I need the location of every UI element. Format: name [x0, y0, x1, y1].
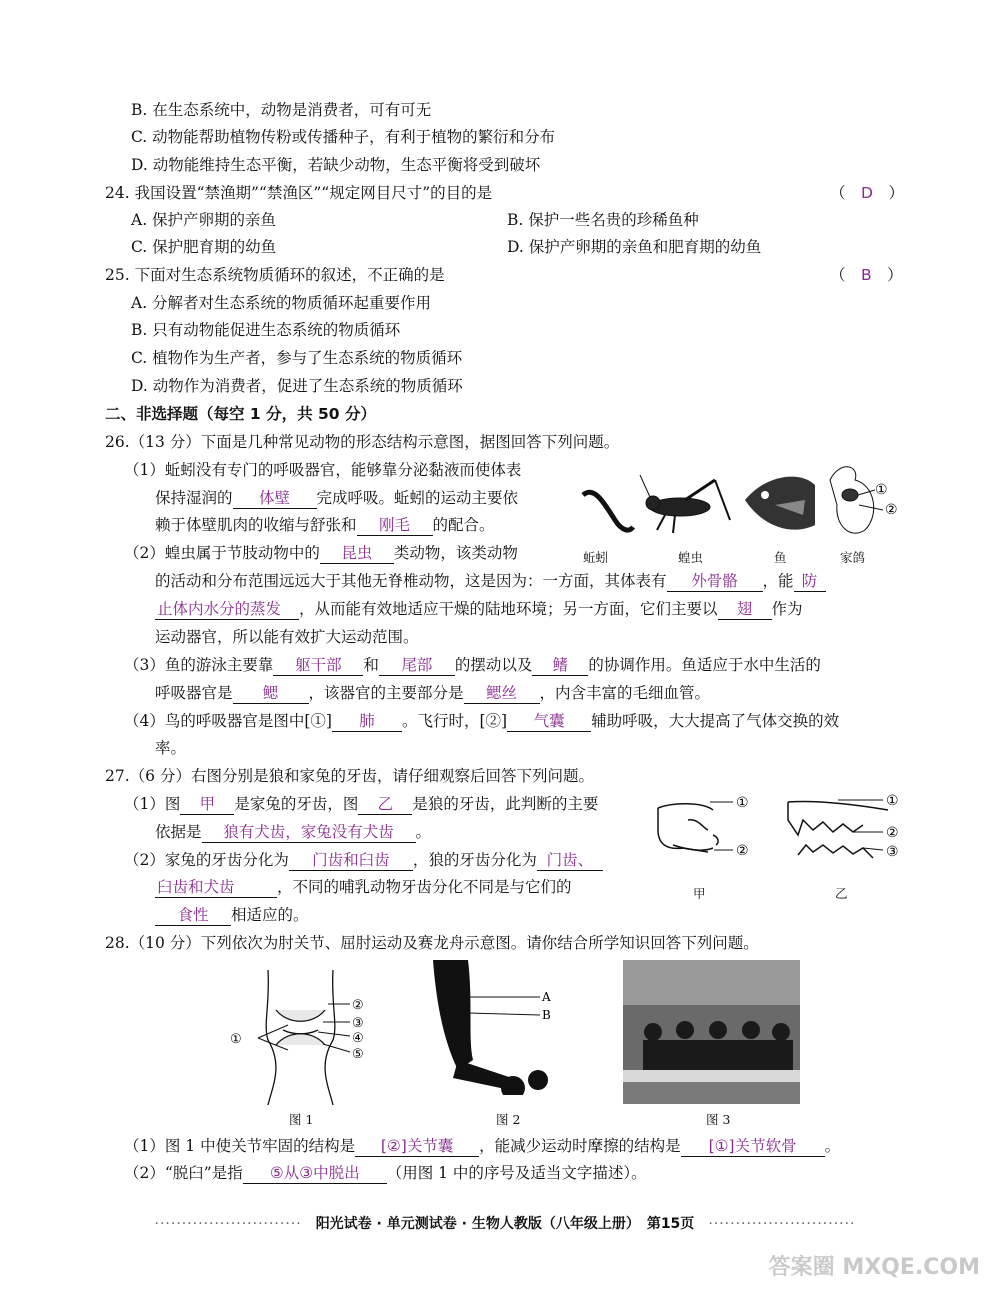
- q27-answer-3: 狼有犬齿，家兔没有犬齿: [202, 822, 416, 843]
- q27-p1a: （1）图 甲 是家兔的牙齿，图 乙 是狼的牙齿，此判断的主要: [124, 795, 599, 813]
- q26-p2b: 的活动和分布范围远远大于其他无脊椎动物，这是因为：一方面，其体表有 外骨骼 ，能 防: [155, 571, 826, 592]
- arm-label-b: B: [542, 1008, 551, 1022]
- earthworm-drawing: [583, 492, 633, 530]
- joint-mark-3: ③: [352, 1016, 364, 1031]
- q28-answer-3: ⑤从③中脱出: [243, 1163, 387, 1184]
- joint-mark-5: ⑤: [352, 1047, 364, 1062]
- pigeon-mark-2: ②: [885, 502, 898, 518]
- q25-answer: B: [861, 266, 872, 284]
- fish-drawing: [745, 477, 815, 530]
- q28-stem: 28.（10 分）下列依次为肘关节、屈肘运动及赛龙舟示意图。请你结合所学知识回答下列问题。: [105, 934, 759, 952]
- rabbit-mark-1: ①: [736, 795, 749, 811]
- joint-drawing: [266, 970, 335, 1105]
- q26-p1c: 赖于体壁肌肉的收缩与舒张和 刚毛 的配合。: [155, 516, 495, 534]
- footer-text: 阳光试卷 · 单元测试卷 · 生物人教版（八年级上册） 第15页: [315, 1216, 695, 1232]
- q26-answer-9: 鳍: [532, 655, 588, 676]
- q24-option-d: D. 保护产卵期的亲鱼和肥育期的幼鱼: [507, 238, 762, 256]
- q26-p1b: 保持湿润的 体壁 完成呼吸。蚯蚓的运动主要依: [155, 489, 519, 507]
- q24-option-a: A. 保护产卵期的亲鱼: [131, 211, 277, 229]
- rabbit-mark-2: ②: [736, 843, 749, 859]
- q26-answer-10: 鳃: [233, 683, 309, 704]
- q25-option-d: D. 动物作为消费者，促进了生态系统的物质循环: [131, 377, 463, 395]
- pigeon-mark-1: ①: [875, 482, 888, 498]
- q25-bracket: （ B ）: [830, 266, 903, 284]
- figure-2-caption: 图 2: [496, 1112, 521, 1127]
- q26-answer-3: 昆虫: [320, 543, 394, 564]
- q26-p2c: 止体内水分的蒸发 ，从而能有效地适应干燥的陆地环境；另一方面，它们主要以 翅 作为: [157, 600, 803, 618]
- arm-figure: [428, 960, 558, 1095]
- q26-p1a: （1）蚯蚓没有专门的呼吸器官，能够靠分泌黏液而使体表: [124, 461, 522, 479]
- q26-answer-4: 外骨骼: [667, 571, 763, 592]
- figure-yi-label: 乙: [835, 886, 848, 901]
- q24-bracket: （ D ）: [830, 184, 904, 202]
- q27-answer-5b: 臼齿和犬齿: [155, 877, 277, 898]
- q26-p3a: （3）鱼的游泳主要靠 躯干部 和 尾部 的摆动以及 鳍 的协调作用。鱼适应于水中生活的: [124, 656, 821, 674]
- figure-3-caption: 图 3: [706, 1112, 731, 1127]
- page-footer: ··························· 阳光试卷 · 单元测试卷 · 生物人教版（八年级上册） 第15页 ···························: [154, 1216, 856, 1232]
- q26-answer-8: 尾部: [379, 655, 455, 676]
- q26-answer-5a: 防: [794, 571, 826, 592]
- label-pigeon: 家鸽: [840, 550, 866, 565]
- q26-p2a: （2）蝗虫属于节肢动物中的 昆虫 类动物，该类动物: [124, 544, 518, 562]
- q26-answer-2: 刚毛: [357, 515, 433, 536]
- q25-stem: 25. 下面对生态系统物质循环的叙述，不正确的是: [105, 266, 445, 284]
- q26-p3b: 呼吸器官是 鳃 ，该器官的主要部分是 鳃丝 ，内含丰富的毛细血管。: [155, 684, 711, 702]
- q28-answer-2: [①]关节软骨: [681, 1136, 825, 1157]
- rabbit-teeth-drawing: [658, 804, 718, 852]
- locust-drawing: [640, 475, 730, 533]
- q27-p2a: （2）家兔的牙齿分化为 门齿和臼齿 ，狼的牙齿分化为 门齿、: [124, 850, 603, 871]
- q27-answer-4: 门齿和臼齿: [289, 850, 413, 871]
- q23-option-d: D. 动物能维持生态平衡，若缺少动物，生态平衡将受到破坏: [131, 156, 541, 174]
- dragon-boat-figure: [623, 960, 800, 1104]
- wolf-mark-1: ①: [886, 793, 899, 809]
- teeth-figure: [648, 790, 906, 885]
- arm-label-a: A: [542, 990, 551, 1004]
- q26-answer-11: 鳃丝: [464, 683, 540, 704]
- q26-answer-13: 气囊: [507, 711, 591, 732]
- q27-answer-5a: 门齿、: [537, 850, 603, 871]
- label-locust: 蝗虫: [678, 550, 704, 565]
- q26-answer-1: 体壁: [233, 488, 317, 509]
- q27-p1b: 依据是 狼有犬齿，家兔没有犬齿 。: [155, 823, 432, 841]
- label-fish: 鱼: [774, 550, 787, 565]
- figure-jia-label: 甲: [693, 886, 706, 901]
- q27-p2b: 臼齿和犬齿 ，不同的哺乳动物牙齿分化不同是与它们的: [157, 878, 572, 896]
- q26-p4b: 率。: [155, 739, 187, 757]
- q24-stem: 24. 我国设置“禁渔期”“禁渔区”“规定网目尺寸”的目的是: [105, 184, 493, 202]
- q24-option-b: B. 保护一些名贵的珍稀鱼种: [507, 211, 699, 229]
- q23-option-c: C. 动物能帮助植物传粉或传播种子，有利于植物的繁衍和分布: [131, 128, 556, 146]
- wolf-teeth-drawing: [788, 802, 888, 858]
- wolf-mark-2: ②: [886, 825, 899, 841]
- q28-p1: （1）图 1 中使关节牢固的结构是 [②]关节囊 ，能减少运动时摩擦的结构是 [①]关节软骨 。: [124, 1137, 841, 1155]
- q25-option-c: C. 植物作为生产者，参与了生态系统的物质循环: [131, 349, 463, 367]
- q27-answer-2: 乙: [358, 794, 412, 815]
- q28-p2: （2）“脱臼”是指 ⑤从③中脱出 （用图 1 中的序号及适当文字描述）。: [124, 1164, 647, 1182]
- label-earthworm: 蚯蚓: [583, 550, 609, 565]
- q27-p2c: 食性 相适应的。: [155, 905, 309, 926]
- q27-answer-1: 甲: [180, 794, 234, 815]
- joint-mark-1: ①: [230, 1032, 242, 1047]
- q25-option-b: B. 只有动物能促进生态系统的物质循环: [131, 321, 401, 339]
- animals-figure: [575, 455, 905, 545]
- q26-answer-7: 躯干部: [273, 655, 363, 676]
- q24-answer: D: [861, 184, 873, 202]
- pigeon-drawing: [830, 467, 883, 533]
- wolf-mark-3: ③: [886, 844, 899, 860]
- figure-1-caption: 图 1: [289, 1112, 314, 1127]
- q24-option-c: C. 保护肥育期的幼鱼: [131, 238, 277, 256]
- elbow-joint-figure: [228, 970, 378, 1105]
- arm-drawing: [433, 960, 548, 1095]
- q26-answer-5b: 止体内水分的蒸发: [155, 599, 299, 620]
- q26-answer-6: 翅: [718, 599, 772, 620]
- q27-stem: 27.（6 分）右图分别是狼和家兔的牙齿，请仔细观察后回答下列问题。: [105, 767, 594, 785]
- watermark: 答案圈 MXQE.COM: [768, 1255, 980, 1280]
- q26-p4a: （4）鸟的呼吸器官是图中[①] 肺 。飞行时，[②] 气囊 辅助呼吸，大大提高了气体交换的效: [124, 712, 840, 730]
- q26-p2d: 运动器官，所以能有效扩大运动范围。: [155, 628, 419, 646]
- q27-answer-6: 食性: [155, 905, 231, 926]
- q23-option-b: B. 在生态系统中，动物是消费者，可有可无: [131, 101, 432, 119]
- q25-option-a: A. 分解者对生态系统的物质循环起重要作用: [131, 294, 432, 312]
- q26-stem: 26.（13 分）下面是几种常见动物的形态结构示意图，据图回答下列问题。: [105, 433, 620, 451]
- q28-answer-1: [②]关节囊: [355, 1136, 479, 1157]
- section-title: 二、非选择题（每空 1 分，共 50 分）: [105, 405, 376, 423]
- q26-answer-12: 肺: [332, 711, 402, 732]
- joint-mark-4: ④: [352, 1031, 364, 1046]
- joint-mark-2: ②: [352, 998, 364, 1013]
